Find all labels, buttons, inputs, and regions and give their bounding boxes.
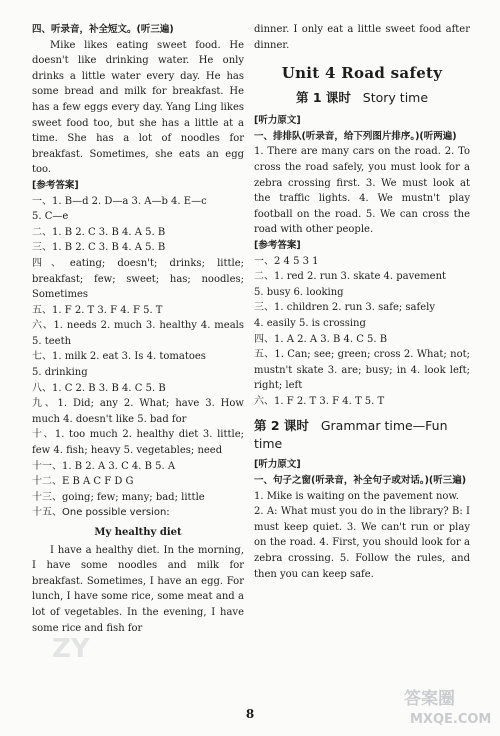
lesson-1-title bbox=[254, 89, 470, 107]
section4-heading: 四、听录音，补全短文。(听三遍) bbox=[32, 24, 174, 35]
answer-line: 七、1. milk 2. eat 3. Is 4. tomatoes bbox=[32, 351, 206, 363]
right-column bbox=[254, 22, 470, 582]
answer-line: 六、1. F 2. T 3. F 4. T 5. T bbox=[254, 395, 385, 407]
answer-line: 十一、1. B 2. A 3. C 4. B 5. A bbox=[32, 460, 176, 472]
page-number: 8 bbox=[245, 707, 255, 721]
listening-script-2-line: 1. Mike is waiting on the pavement now. bbox=[254, 490, 459, 502]
answer-line: 一、2 4 5 3 1 bbox=[254, 255, 319, 267]
answer-line: 四、1. A 2. A 3. B 4. C 5. B bbox=[254, 333, 388, 345]
watermark-url: MXQE.COM bbox=[410, 712, 492, 727]
answer-line: 六、1. needs 2. much 3. healthy 4. meals 5. teeth bbox=[32, 320, 244, 347]
listening-script-heading: [听力原文] bbox=[254, 459, 301, 471]
lesson-2-name: Grammar time—Fun time bbox=[254, 418, 448, 452]
answer-line: 五、1. Can; see; green; cross 2. What; not; mustn't skate 3. are; busy; in 4. look left; right; left bbox=[254, 349, 470, 392]
answer-line: 九、1. Did; any 2. What; have 3. How much 4. doesn't like 5. bad for bbox=[32, 398, 244, 425]
essay-continuation: dinner. I only eat a little sweet food after dinner. bbox=[254, 24, 470, 51]
lesson-2-number: 第 2 课时 bbox=[254, 418, 309, 434]
answer-line: 5. C—e bbox=[32, 211, 69, 223]
listening-script-1: 1. There are many cars on the road. 2. To cross the road safely, you must look for a zebra crossing first. 3. We must look at the traffic lights. 4. We mustn't play football on the road. 5. We can cross the road with other people. bbox=[254, 146, 470, 236]
answer-line: 4. easily 5. is crossing bbox=[254, 317, 366, 329]
answer-line: 一、1. B—d 2. D—a 3. A—b 4. E—c bbox=[32, 195, 207, 207]
answer-line: 十二、E B A C F D G bbox=[32, 476, 134, 488]
lesson-1-number: 第 1 课时 bbox=[295, 90, 351, 106]
task-1-heading: 一、排排队(听录音，给下列图片排序。)(听两遍) bbox=[254, 130, 457, 142]
answer-line: 二、1. red 2. run 3. skate 4. pavement bbox=[254, 271, 447, 283]
answer-list bbox=[32, 194, 244, 521]
answers-heading: [参考答案] bbox=[254, 239, 301, 251]
answer-line: 五、1. F 2. T 3. F 4. F 5. T bbox=[32, 304, 163, 316]
answer-line: 三、1. children 2. run 3. safe; safely bbox=[254, 302, 435, 314]
essay-body: I have a healthy diet. In the morning, I have some noodles and milk for breakfast. Sometimes, I have an egg. For lunch, I have some rice, some meat and a lot of vegetables. In the evening, I have some rice and fish for bbox=[32, 544, 244, 634]
answer-line: 5. busy 6. looking bbox=[254, 286, 344, 298]
answer-line: 十三、going; few; many; bad; little bbox=[32, 491, 205, 503]
answers-heading: [参考答案] bbox=[32, 179, 79, 191]
listening-script-2-line: 2. A: What must you do in the library? B: I must keep quiet. 3. We can't run or play on the road. 4. First, you should look for a zebra crossing. 5. Follow the rules, and then you can keep safe. bbox=[254, 506, 470, 580]
unit-title: Unit 4 Road safety bbox=[281, 64, 443, 83]
lesson-1-name: Story time bbox=[362, 90, 429, 106]
answer-list bbox=[254, 254, 470, 410]
task-2-heading: 一、句子之窗(听录音，补全句子或对话。)(听三遍) bbox=[254, 475, 467, 487]
answer-line: 二、1. B 2. C 3. B 4. A 5. B bbox=[32, 226, 166, 238]
answer-line: 四、eating; doesn't; drinks; little; breakfast; few; sweet; has; noodles; Sometimes bbox=[32, 257, 244, 301]
answer-line: 三、1. B 2. C 3. B 4. A 5. B bbox=[32, 242, 166, 254]
watermark-logo: 答案圈 bbox=[404, 689, 455, 709]
listening-script-heading: [听力原文] bbox=[254, 115, 301, 127]
lesson-2-title bbox=[254, 417, 470, 453]
answer-line: 十、1. too much 2. healthy diet 3. little; few 4. fish; heavy 5. vegetables; need bbox=[32, 429, 244, 457]
answer-line: 十五、One possible version: bbox=[32, 507, 170, 519]
listening-passage: Mike likes eating sweet food. He doesn't like drinking water. He only drinks a little water every day. He has some bread and milk for breakfast. He has a few eggs every day. Yang Ling likes sweet food too, but she has a little at a time. She has a lot of noodles for breakfast. Sometimes, she eats an egg too. bbox=[32, 39, 244, 176]
essay-title: My healthy diet bbox=[94, 527, 182, 538]
left-column bbox=[32, 22, 244, 636]
answer-line: 5. drinking bbox=[32, 367, 88, 379]
answer-line: 八、1. C 2. B 3. B 4. C 5. B bbox=[32, 382, 166, 394]
watermark-left: ZY bbox=[52, 634, 90, 664]
